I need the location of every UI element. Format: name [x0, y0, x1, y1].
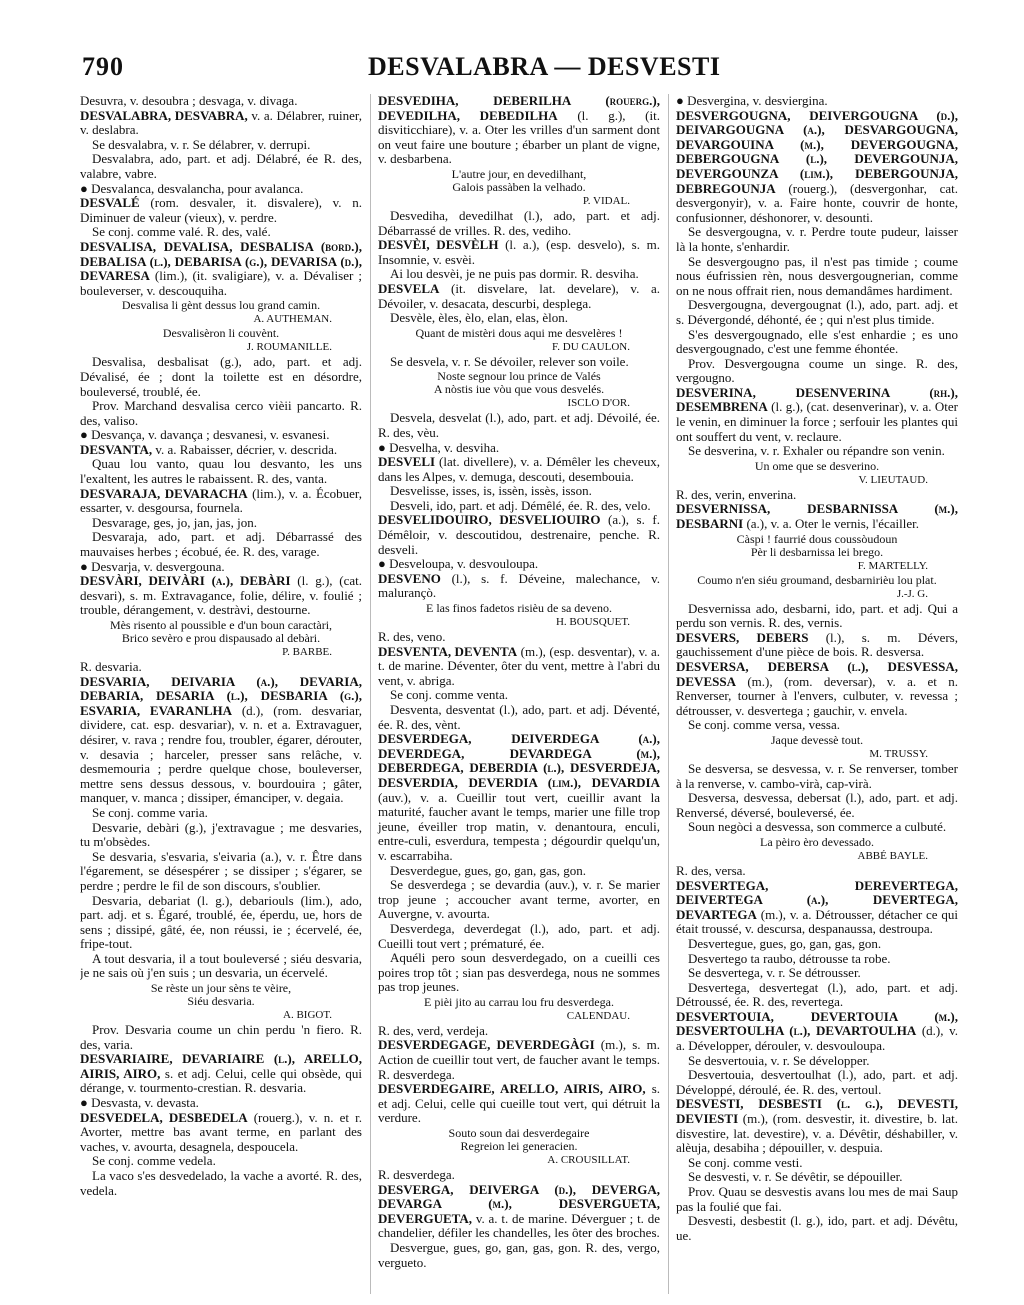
entry-text: Se conj. comme versa, vessa.	[688, 717, 840, 733]
entry-subparagraph	[676, 328, 958, 357]
headword: DESVARAJA, DEVARACHA	[80, 485, 248, 501]
entry-subparagraph	[378, 209, 660, 238]
entry-subparagraph	[676, 444, 958, 459]
entry-text: Se desvalabra, v. r. Se délabrer, v. derrupi.	[92, 136, 311, 152]
entry-text: Desvertouia, desvertoulhat (l.), ado, part. et adj. Développé, déroulé, ée. R. des, vertoul.	[676, 1067, 958, 1097]
headword: DESVERDEGAIRE, ARELLO, AIRIS, AIRO,	[378, 1081, 646, 1097]
quotation-author: H. BOUSQUET.	[555, 616, 630, 629]
quotation: Jaque devessè tout.	[770, 732, 864, 747]
dictionary-entry	[80, 1111, 362, 1155]
entry-subparagraph	[378, 411, 660, 440]
dictionary-entry	[378, 630, 660, 645]
headword: DESVANTA,	[80, 441, 153, 457]
entry-text: (m.), (esp. desventar), v. a. t. de marine. Déventer, ôter du vent, mettre à l'abri du vent, v. abriga.	[378, 643, 660, 688]
entry-subparagraph	[676, 820, 958, 835]
entry-subparagraph	[378, 499, 660, 514]
entry-text: (auv.), v. a. Cueillir tout vert, cueillir avant la maturité, faucher avant le temps, marier une fille trop jeune, éveiller trop matin, v. denantoura, enculi, entre-culi, esverdura, tempesta ; dégourdir quelqu'un, v. escarrabiha.	[378, 789, 660, 863]
quotation-author: ISCLO D'OR.	[567, 397, 630, 410]
entry-subparagraph	[80, 821, 362, 850]
entry-text: Desvernissa ado, desbarni, ido, part. et adj. Qui a perdu son vernis. R. des, vernis.	[676, 600, 958, 631]
entry-text: (a.), s. f. Démêloir, v. descoutidou, destrenaire, penche. R. desveli.	[378, 512, 660, 557]
entry-text: (m.), (rom. deversar), v. a. et n. Renverser, tourner à l'envers, culbuter, v. revessa ; détrousser, v. desvertega ; gauchir, v. envela.	[676, 673, 958, 718]
dictionary-entry	[676, 109, 958, 226]
entry-text: Desvergue, gues, go, gan, gas, gon. R. des, vergo, vergueto.	[378, 1240, 660, 1270]
entry-subparagraph	[676, 966, 958, 981]
headword: DESVERNISSA, DESBARNISSA (m.), DESBARNI	[676, 501, 958, 532]
entry-subparagraph	[80, 1154, 362, 1169]
headword: DESVELI	[378, 454, 436, 470]
entry-text: Se desverdega ; se devardia (auv.), v. r. Se marier trop jeune ; accoucher avant terme, avorter, en Auvergne, v. avourta.	[378, 877, 660, 922]
entry-text: Desverdega, deverdegat (l.), ado, part. et adj. Cueilli tout vert ; prématuré, ée.	[378, 920, 660, 951]
dictionary-entry	[378, 455, 660, 484]
entry-subparagraph	[676, 937, 958, 952]
column-right	[668, 94, 958, 1294]
entry-text: Se desvergougna, v. r. Perdre toute pudeur, laisser là la honte, s'enhardir.	[676, 224, 958, 254]
entry-text: Prov. Marchand desvalisa cerco vièii pancarto. R. des, valiso.	[80, 398, 362, 428]
entry-text: Prov. Quau se desvestis avans lou mes de mai Saup pas la foulié que fai.	[676, 1184, 958, 1214]
entry-text: Se desvaria, s'esvaria, s'eivaria (a.), v. r. Être dans l'égarement, se désespérer ; se dissiper ; s'égarer, se perdre ; perdre le fil de son discours, s'oublier.	[80, 848, 362, 893]
dictionary-entry	[80, 240, 362, 298]
entry-text: ● Desvasta, v. devasta.	[80, 1095, 199, 1111]
quotation-author: A. AUTHEMAN.	[253, 313, 332, 326]
entry-text: (d.), v. a. Développer, dérouler, v. desvouloupa.	[676, 1023, 958, 1054]
entry-text: Desvarie, debàri (g.), j'extravague ; me desvaries, tu m'obsèdes.	[80, 819, 362, 850]
entry-text: Desvela, desvelat (l.), ado, part. et adj. Dévoilé, ée. R. des, vèu.	[378, 410, 660, 440]
dictionary-entry	[676, 879, 958, 937]
entry-text: (l. g.), (it. disviticchiare), v. a. Oter les vrilles d'un sarment dont on veut faire une bouture ; ébarber un plant de vigne, v. desbarbena.	[378, 107, 660, 167]
entry-subparagraph	[676, 255, 958, 299]
entry-text: (it. disvelare, lat. develare), v. a. Dévoiler, v. desacata, descurbi, desplega.	[378, 280, 660, 311]
entry-text: (l. a.), (esp. desvelo), s. m. Insomnie, v. esvèi.	[378, 237, 660, 267]
entry-text: Se desverina, v. r. Exhaler ou répandre son venin.	[688, 443, 945, 459]
entry-text: Desvarage, ges, jo, jan, jas, jon.	[92, 514, 257, 530]
dictionary-entry	[80, 675, 362, 806]
quotation-author: ABBÉ BAYLE.	[857, 849, 928, 862]
headword: DESVERS, DEBERS	[676, 629, 809, 645]
entry-text: Desverdegue, gues, go, gan, gas, gon.	[390, 862, 587, 878]
quotation: Noste segnour lou prince de Valés A nòstis iue vòu que vous desvelés.	[433, 369, 605, 397]
entry-text: (d.), (rom. desvariar, dividere, cat. esp. desvariar), v. n. et a. Extravaguer, désirer, v. rava ; rendre fou, troubler, égarer, dérouter, v. desavia ; harceler, presser sans relâche, v. desmemouria ; perdre quelque chose, bouleverser, mettre sens dessus dessous, v. bourdouira ; gâter, manquer, v. manca ; dissiper, émanciper, v. degaia.	[80, 702, 362, 806]
quotation: Mès risento al poussible e d'un boun caractàri, Brico sevèro e prou dispausado al debàri.	[109, 618, 333, 645]
dictionary-entry	[378, 94, 660, 167]
headword: DESVENTA, DEVENTA	[378, 643, 518, 659]
entry-text: Desvalabra, ado, part. et adj. Délabré, ée R. des, valabre, vabre.	[80, 151, 362, 181]
entry-text: Desversa, desvessa, debersat (l.), ado, part. et adj. Renversé, déversé, bouleversé, ée.	[676, 790, 958, 820]
entry-text: s. et adj. Celui, celle qui cueille tout vert, qui détruit la verdure.	[378, 1081, 660, 1126]
quotation: E las finos fadetos risièu de sa deveno.	[426, 601, 612, 616]
entry-text: (m.), (rom. desvestir, it. divestire, b. lat. disvestire, lat. devestire), v. a. Dévêtir, déshabiller, v. alèuja, desabiha ; dépouiller, v. despuia.	[676, 1111, 958, 1156]
headword: DESVELA	[378, 280, 440, 296]
entry-text: (l.), s. f. Déveine, malechance, v. malurançò.	[378, 570, 660, 601]
dictionary-entry	[378, 1183, 660, 1241]
entry-text: (a.), v. a. Oter le vernis, l'écailler.	[743, 516, 920, 532]
entry-subparagraph	[676, 225, 958, 254]
entry-subparagraph	[676, 1170, 958, 1185]
quotation: Se rèste un jour sèns te vèire, Siéu desvaria.	[150, 981, 292, 1009]
entry-subparagraph	[80, 152, 362, 181]
dictionary-entry	[676, 660, 958, 718]
entry-text: Desvediha, devedilhat (l.), ado, part. et adj. Débarrassé de vrilles. R. des, vediho.	[378, 207, 660, 238]
entry-text: Desuvra, v. desoubra ; desvaga, v. divaga.	[80, 94, 298, 108]
quotation-author: P. BARBE.	[282, 646, 332, 658]
dictionary-entry	[80, 487, 362, 516]
entry-text: (rouerg.), (desvergonhar, cat. desvergonyir), v. a. Faire honte, couvrir de honte, confusionner, déshonorer, v. desounti.	[676, 180, 958, 225]
entry-text: Ai lou desvèi, je ne puis pas dormir. R. desviha.	[390, 266, 639, 282]
entry-subparagraph	[80, 1023, 362, 1052]
entry-subparagraph	[80, 516, 362, 531]
entry-text: Desveli, ido, part. et adj. Démêlé, ée. R. des, velo.	[390, 497, 651, 513]
headword: DESVERTOUIA, DEVERTOUIA (m.), DESVERTOULHA (l.), DEVARTOULHA	[676, 1008, 958, 1039]
dictionary-entry	[378, 1082, 660, 1126]
quotation: E pièi jito au carrau lou fru desverdega.	[424, 994, 614, 1009]
dictionary-entry	[378, 1038, 660, 1082]
quotation: Coumo n'en siéu groumand, desbarnirièu lou plat.	[697, 572, 937, 587]
dictionary-entry	[80, 574, 362, 618]
dictionary-entry	[378, 732, 660, 863]
dictionary-entry	[676, 386, 958, 444]
entry-text: Desvertegue, gues, go, gan, gas, gon.	[688, 935, 882, 951]
entry-text: v. a. Délabrer, ruiner, v. deslabra.	[80, 107, 362, 138]
headword: DESVELIDOUIRO, DESVELIOUIRO	[378, 512, 601, 528]
entry-subparagraph	[378, 484, 660, 499]
entry-text: (m.), v. a. Détrousser, détacher ce qui était troussé, v. descursa, despanaussa, destroupa.	[676, 906, 958, 937]
entry-text: v. a. Rabaisser, décrier, v. descrida.	[152, 441, 338, 457]
headword: DESVERINA, DESENVERINA (rh.), DESEMBRENA	[676, 384, 958, 415]
entry-text: (l.), s. m. Dévers, gauchissement d'une pièce de bois. R. desversa.	[676, 629, 958, 660]
entry-text: Prov. Desvaria coume un chin perdu 'n fiero. R. des, varia.	[80, 1022, 362, 1052]
entry-text: R. des, veno.	[378, 629, 446, 645]
entry-subparagraph	[676, 1068, 958, 1097]
headword: DESVÀRI, DEIVÀRI (a.), DEBÀRI	[80, 573, 291, 589]
quotation: L'autre jour, en devedilhant, Galois passàben la velhado.	[451, 166, 587, 194]
headword: DESVERDEGA, DEIVERDEGA (a.), DEVERDEGA, DEVARDEGA (m.), DEBERDEGA, DEBERDIA (l.), DESVERDEJA, DESVERDIA, DEVERDIA (lim.), DEVARDIA	[378, 731, 660, 790]
quotation-author: A. BIGOT.	[283, 1009, 332, 1022]
entry-subparagraph	[80, 355, 362, 399]
quotation: Desvalisèron li couvènt.	[162, 326, 280, 341]
dictionary-entry	[378, 557, 660, 572]
entry-text: Se desvergougno pas, il n'est pas timide ; coume nous éufrissien rèn, nous desvergougnerian, comme on ne nous offrait rien, nous demandâmes hardiment.	[676, 253, 958, 298]
entry-subparagraph	[378, 878, 660, 922]
entry-text: ● Desvergina, v. desviergina.	[676, 94, 828, 108]
page-number: 790	[82, 52, 124, 81]
entry-subparagraph	[676, 762, 958, 791]
dictionary-entry	[80, 428, 362, 443]
dictionary-entry	[80, 182, 362, 197]
entry-subparagraph	[378, 864, 660, 879]
entry-text: La vaco s'es desvedelado, la vache a avorté. R. des, vedela.	[80, 1168, 362, 1198]
quotation-author: P. VIDAL.	[582, 194, 630, 207]
entry-text: Desvertego ta raubo, détrousse ta robe.	[688, 950, 891, 966]
headword: DESVÈI, DESVÈLH	[378, 237, 499, 253]
entry-subparagraph	[676, 981, 958, 1010]
entry-text: R. des, verin, enverina.	[676, 486, 797, 502]
entry-text: Quau lou vanto, quau lou desvanto, les uns l'exaltent, les autres le rabaissent. R. des, vanta.	[80, 456, 362, 487]
entry-text: v. a. t. de marine. Déverguer ; t. de chandelier, défiler les chandelles, les ôter des broches.	[378, 1210, 660, 1241]
entry-subparagraph	[80, 952, 362, 981]
quotation: Un ome que se desverino.	[754, 458, 880, 473]
headword: DESVARIA, DEIVARIA (a.), DEVARIA, DEBARIA, DESARIA (l.), DESBARIA (g.), ESVARIA, EVARANLHA	[80, 673, 362, 718]
headword: DESVALABRA, DESVABRA,	[80, 107, 248, 123]
entry-text: Se desversa, se desvessa, v. r. Se renverser, tomber à la renverse, v. cambo-virà, cap-virà.	[676, 760, 958, 791]
entry-subparagraph	[80, 850, 362, 894]
entry-text: R. desvaria.	[80, 659, 142, 674]
entry-subparagraph	[676, 1185, 958, 1214]
quotation-author: M. TRUSSY.	[869, 747, 928, 760]
headword: DESVERTEGA, DEREVERTEGA, DEIVERTEGA (a.), DEVERTEGA, DEVARTEGA	[676, 877, 958, 922]
entry-text: Desvalisa, desbalisat (g.), ado, part. et adj. Dévalisé, ée ; dont la toilette est en désordre, bouleversé, troublé, ée.	[80, 354, 362, 399]
entry-text: Se conj. comme vesti.	[688, 1154, 803, 1170]
quotation: Souto soun dai desverdegaire Regreion lei generacien.	[448, 1126, 590, 1154]
entry-text: ● Desveloupa, v. desvouloupa.	[378, 556, 539, 572]
quotation: Càspi ! faurrié dous coussòudoun Pèr li desbarnissa lei brego.	[736, 531, 898, 559]
entry-text: Aquéli pero soun desverdegado, on a cueilli ces poires trop tôt ; sian pas desverdega, nous ne sommes pas trop jeunes.	[378, 950, 660, 995]
entry-subparagraph	[80, 894, 362, 952]
entry-subparagraph	[378, 922, 660, 951]
running-title: DESVALABRA — DESVESTI	[368, 52, 721, 81]
headword: DESVERSA, DEBERSA (l.), DESVESSA, DEVESSA	[676, 659, 958, 689]
quotation: Quant de mistèri dous aqui me desvelères !	[415, 325, 623, 340]
entry-subparagraph	[676, 1054, 958, 1069]
quotation: Desvalisa li gènt dessus lou grand camin.	[121, 298, 321, 313]
entry-text: Se conj. comme vedela.	[92, 1153, 216, 1169]
text-columns	[80, 94, 958, 1294]
entry-text: Se desvertouia, v. r. Se développer.	[688, 1052, 870, 1068]
entry-text: R. des, versa.	[676, 862, 746, 878]
entry-text: Se desvela, v. r. Se dévoiler, relever son voile.	[390, 353, 629, 369]
entry-subparagraph	[80, 1169, 362, 1198]
entry-text: ● Desvelha, v. desviha.	[378, 439, 500, 455]
entry-text: ● Desvalanca, desvalancha, pour avalanca.	[80, 180, 304, 196]
entry-text: Desventa, desventat (l.), ado, part. et adj. Déventé, ée. R. des, vènt.	[378, 702, 660, 732]
entry-subparagraph	[80, 806, 362, 821]
entry-subparagraph	[676, 1156, 958, 1171]
quotation: La pèiro èro devessado.	[760, 834, 874, 849]
entry-subparagraph	[378, 1241, 660, 1270]
headword: DESVALISA, DEVALISA, DESBALISA (bord.), DEBALISA (l.), DEBARISA (g.), DEVARISA (d.), DEVARESA	[80, 238, 362, 284]
entry-subparagraph	[80, 457, 362, 486]
entry-text: ● Desvarja, v. desvergouna.	[80, 558, 225, 574]
entry-subparagraph	[676, 298, 958, 327]
entry-text: Se desvertega, v. r. Se détrousser.	[688, 965, 861, 981]
dictionary-entry	[378, 282, 660, 311]
dictionary-entry	[676, 94, 958, 109]
entry-subparagraph	[676, 1214, 958, 1243]
entry-text: (rouerg.), v. n. et r. Avorter, mettre bas avant terme, en parlant des vaches, v. avourta, desagnela, despoucela.	[80, 1109, 362, 1154]
headword: DESVERDEGAGE, DEVERDEGÀGI	[378, 1037, 595, 1053]
headword: DESVARIAIRE, DEVARIAIRE (l.), ARELLO, AIRIS, AIRO,	[80, 1051, 362, 1081]
dictionary-entry	[378, 1168, 660, 1183]
dictionary-entry	[378, 572, 660, 601]
entry-text: Prov. Desvergougna coume un singe. R. des, vergougno.	[676, 355, 958, 386]
entry-subparagraph	[676, 602, 958, 631]
dictionary-entry	[676, 1010, 958, 1054]
dictionary-entry	[676, 502, 958, 531]
entry-text: A tout desvaria, il a tout bouleversé ; siéu desvaria, je ne sais où j'en suis ; un desvaria, un écervelé.	[80, 950, 362, 981]
entry-text: (lim.), v. a. Écobuer, essarter, v. desgoursa, fournela.	[80, 485, 362, 516]
entry-text: (m.), s. m. Action de cueillir tout vert, de faucher avant le temps. R. desverdega.	[378, 1037, 660, 1082]
dictionary-entry	[80, 560, 362, 575]
dictionary-entry	[378, 645, 660, 689]
entry-subparagraph	[676, 952, 958, 967]
entry-text: Desvergougna, devergougnat (l.), ado, part. adj. et s. Dévergondé, déhonté, ée ; qui n'est plus timide.	[676, 297, 958, 327]
headword: DESVEDELA, DESBEDELA	[80, 1109, 248, 1125]
dictionary-entry	[80, 443, 362, 458]
dictionary-entry	[676, 864, 958, 879]
headword: DESVERGOUGNA, DEIVERGOUGNA (d.), DEIVARGOUGNA (a.), DESVARGOUGNA, DEVARGOUINA (m.), DEVERGOUGNA, DEBERGOUGNA (l.), DEVERGOUNJA, DEVERGOUNZA (lim.), DEBERGOUNJA, DEBREGOUNJA	[676, 107, 958, 196]
entry-text: Se conj. comme venta.	[390, 687, 509, 703]
dictionary-entry	[80, 109, 362, 138]
headword: DESVEDIHA, DEBERILHA (rouerg.), DEVEDILHA, DEBEDILHA	[378, 94, 660, 123]
dictionary-entry	[80, 196, 362, 225]
dictionary-entry	[378, 238, 660, 267]
entry-text: Se conj. comme valé. R. des, valé.	[92, 224, 271, 240]
entry-text: R. des, verd, verdeja.	[378, 1022, 489, 1038]
dictionary-entry	[80, 1052, 362, 1096]
entry-text: s. et adj. Celui, celle qui obsède, qui dérange, v. tourmento-crestian. R. desvaria.	[80, 1065, 362, 1096]
entry-text: Desvaria, debariat (l. g.), debariouls (lim.), ado, part. adj. et s. Égaré, troublé, ée, éperdu, ue, hors de sens ; dissipé, gâté, ée, non réussi, ie ; écervelé, ée, fripe-tout.	[80, 892, 362, 952]
entry-subparagraph	[676, 718, 958, 733]
entry-text: S'es desvergougnado, elle s'est enhardie ; es uno desvergougnado, c'est une femme éhontée.	[676, 326, 958, 357]
entry-text: (rom. desvaler, it. disvalere), v. n. Diminuer de valeur (vieux), v. perdre.	[80, 195, 362, 225]
dictionary-entry	[676, 1097, 958, 1155]
quotation-author: J.-J. G.	[896, 587, 928, 600]
column-middle	[370, 94, 660, 1294]
entry-subparagraph	[378, 355, 660, 370]
entry-subparagraph	[378, 688, 660, 703]
quotation-author: CALENDAU.	[566, 1009, 630, 1022]
entry-subparagraph	[676, 791, 958, 820]
dictionary-entry	[378, 513, 660, 557]
dictionary-entry	[378, 441, 660, 456]
dictionary-entry	[676, 631, 958, 660]
entry-text: (l. g.), (cat. desenverinar), v. a. Oter le venin, en diminuer la force ; serfouir les plantes qui ont souffert du vent, v. reclaure.	[676, 399, 958, 444]
entry-text: R. desverdega.	[378, 1167, 455, 1183]
quotation-author: J. ROUMANILLE.	[246, 341, 332, 354]
dictionary-entry	[676, 488, 958, 503]
entry-text: (lat. divellere), v. a. Démêler les cheveux, dans les Alpes, v. demuga, descouti, desembouia.	[378, 454, 660, 484]
dictionary-entry	[80, 94, 362, 109]
headword: DESVERGA, DEIVERGA (d.), DEVERGA, DEVARGA (m.), DESVERGUETA, DEVERGUETA,	[378, 1181, 660, 1226]
entry-subparagraph	[80, 225, 362, 240]
quotation-author: F. MARTELLY.	[857, 559, 928, 572]
dictionary-entry	[80, 660, 362, 675]
entry-text: (lim.), (it. svaligiare), v. a. Dévaliser ; bouleverser, v. descouquiha.	[80, 268, 362, 298]
quotation-author: F. DU CAULON.	[552, 340, 630, 353]
entry-text: Desvaraja, ado, part. et adj. Débarrassé des mauvaises herbes ; écobué, ée. R. des, varage.	[80, 529, 362, 560]
entry-subparagraph	[378, 703, 660, 732]
entry-text: Desvertega, desvertegat (l.), ado, part. et adj. Détroussé, ée. R. des, revertega.	[676, 979, 958, 1010]
entry-subparagraph	[378, 951, 660, 995]
entry-subparagraph	[80, 399, 362, 428]
entry-text: Desvelisse, isses, is, issèn, issès, isson.	[390, 483, 592, 499]
headword: DESVESTI, DESBESTI (l. g.), DEVESTI, DEVIESTI	[676, 1096, 958, 1127]
quotation-author: V. LIEUTAUD.	[858, 473, 928, 486]
entry-text: ● Desvança, v. davança ; desvanesi, v. esvanesi.	[80, 427, 330, 443]
entry-text: Desvèle, èles, èlo, elan, elas, èlon.	[390, 310, 568, 326]
entry-text: Desvesti, desbestit (l. g.), ido, part. et adj. Dévêtu, ue.	[676, 1213, 958, 1243]
quotation-author: A. CROUSILLAT.	[547, 1154, 630, 1167]
entry-text: Se conj. comme varia.	[92, 804, 208, 820]
dictionary-entry	[80, 1096, 362, 1111]
column-left	[80, 94, 362, 1294]
headword: DESVALÉ	[80, 195, 140, 211]
entry-subparagraph	[378, 311, 660, 326]
entry-text: Se desvesti, v. r. Se dévêtir, se dépouiller.	[688, 1169, 903, 1185]
entry-subparagraph	[80, 530, 362, 559]
entry-subparagraph	[378, 267, 660, 282]
entry-subparagraph	[80, 138, 362, 153]
entry-text: (l. g.), (cat. desvari), s. m. Extravagance, folie, délire, v. foulié ; trouble, dérangement, v. destràvi, destourne.	[80, 573, 362, 618]
dictionary-entry	[378, 1024, 660, 1039]
entry-subparagraph	[676, 357, 958, 386]
entry-text: Soun negòci a desvessa, son commerce a culbuté.	[688, 819, 947, 835]
headword: DESVENO	[378, 570, 441, 586]
